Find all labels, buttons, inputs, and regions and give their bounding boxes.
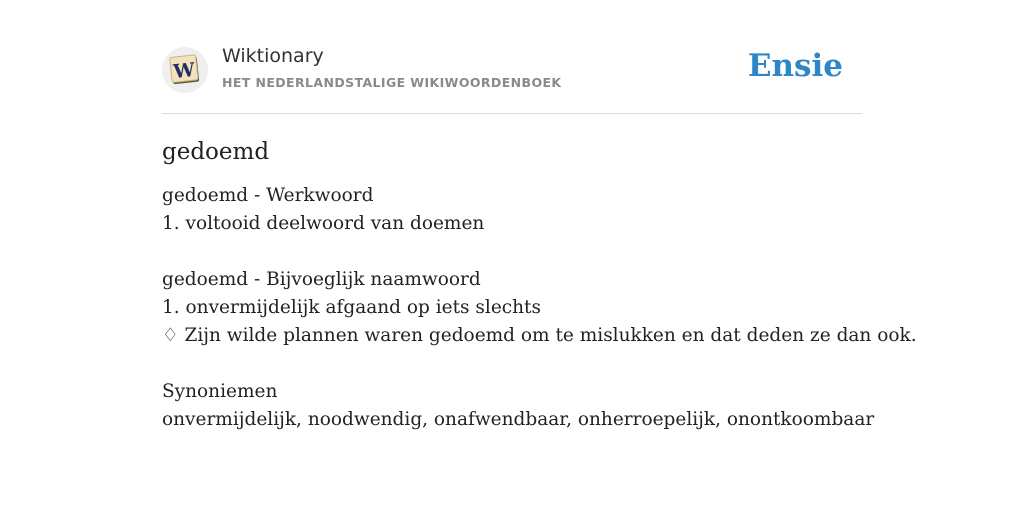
header: [162, 44, 862, 96]
definition-line: 1. voltooid deelwoord van doemen: [162, 213, 485, 234]
synonyms-line: onvermijdelijk, noodwendig, onafwendbaar, onherroepelijk, onontkoombaar: [162, 409, 875, 430]
header-divider: [162, 113, 862, 114]
example-line: ♢ Zijn wilde plannen waren gedoemd om te mislukken en dat deden ze dan ook.: [162, 325, 917, 346]
svg-text:W: W: [172, 59, 196, 84]
wiktionary-logo-icon[interactable]: [162, 47, 208, 93]
section-spacer: [162, 350, 862, 378]
page-title: gedoemd: [162, 139, 270, 165]
section-werkwoord: [162, 182, 862, 238]
brand-tagline: HET NEDERLANDSTALIGE WIKIWOORDENBOEK: [222, 75, 562, 90]
section-title: gedoemd - Werkwoord: [162, 185, 374, 206]
wiktionary-tile-icon: [168, 53, 202, 87]
brand-name[interactable]: Wiktionary: [222, 45, 324, 67]
section-bijvoeglijk-naamwoord: [162, 266, 917, 350]
section-synoniemen: [162, 378, 875, 434]
section-title: gedoemd - Bijvoeglijk naamwoord: [162, 269, 481, 290]
entry-content: [162, 134, 917, 434]
definition-line: 1. onvermijdelijk afgaand op iets slechts: [162, 297, 541, 318]
ensie-logo-link[interactable]: Ensie: [747, 48, 843, 84]
section-title: Synoniemen: [162, 381, 278, 402]
section-spacer: [162, 238, 862, 266]
